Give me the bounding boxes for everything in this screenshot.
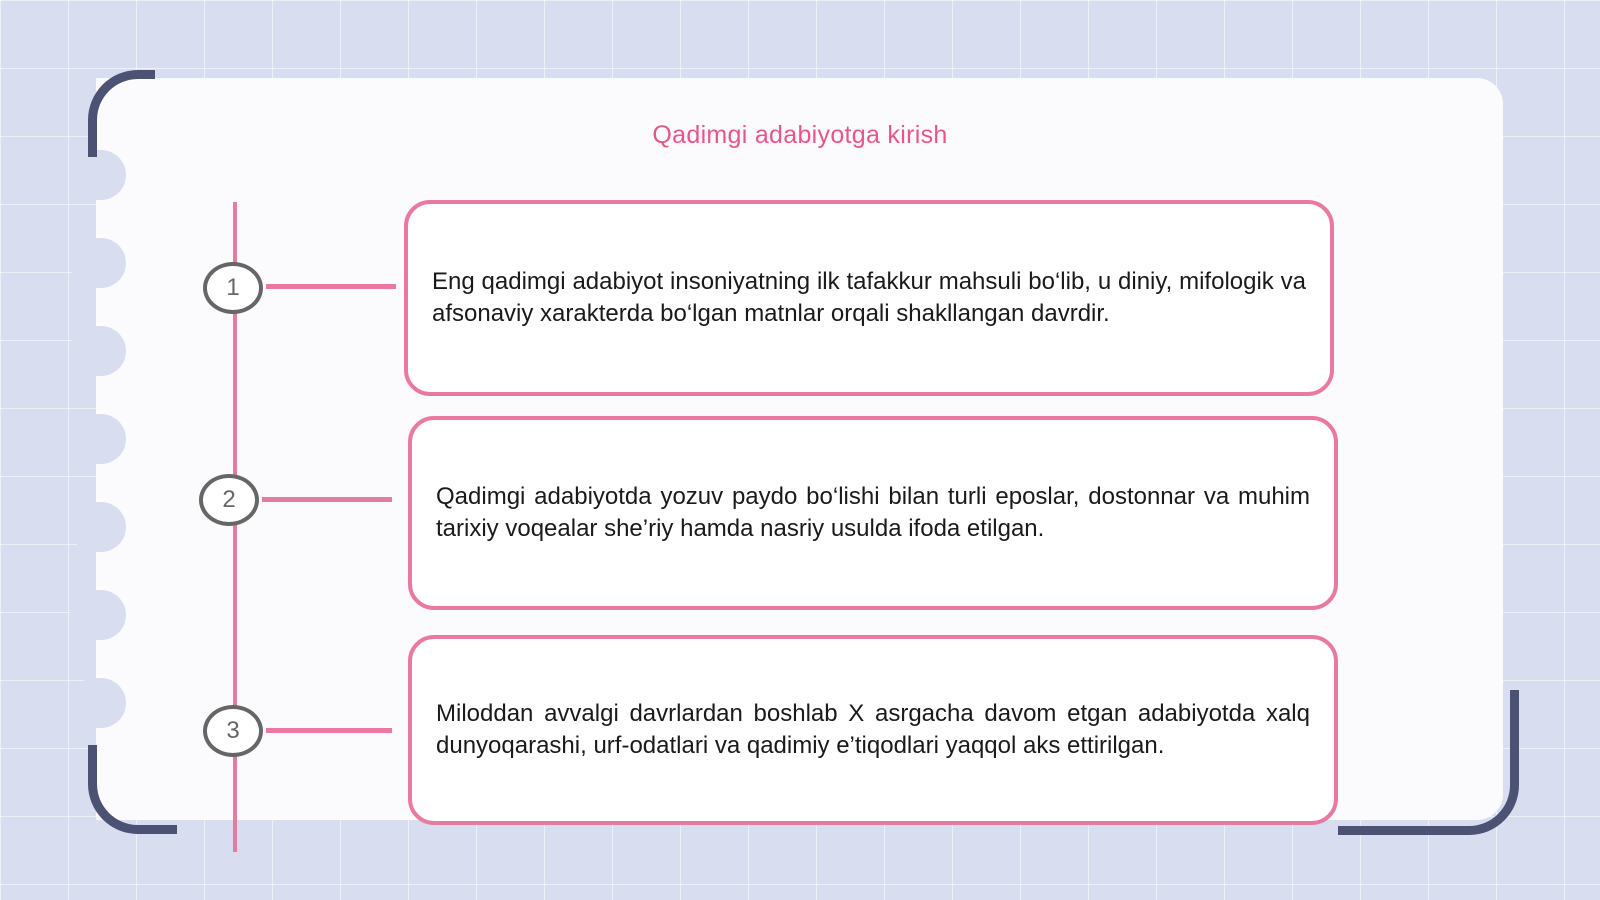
- timeline-number-2: 2: [199, 474, 259, 526]
- timeline-card-text: Qadimgi adabiyotda yozuv paydo bo‘lishi bilan turli eposlar, dostonnar va muhim tarixiy voqealar she’riy hamda nasriy usulda ifoda etilgan.: [436, 483, 1310, 542]
- binder-notch: [70, 150, 126, 200]
- binder-notch: [70, 678, 126, 728]
- binder-notch: [70, 326, 126, 376]
- binder-notch: [70, 238, 126, 288]
- frame-corner-bottom-right: [1338, 690, 1519, 835]
- binder-notch: [70, 590, 126, 640]
- timeline-card-text: Miloddan avvalgi davrlardan boshlab X asrgacha davom etgan adabiyotda xalq dunyoqarashi, urf-odatlari va qadimiy e’tiqodlari yaqqol aks ettirilgan.: [436, 700, 1310, 759]
- timeline-connector: [266, 284, 396, 289]
- slide-title: Qadimgi adabiyotga kirish: [652, 121, 948, 149]
- timeline-connector: [262, 497, 392, 502]
- timeline-connector: [266, 728, 392, 733]
- timeline-number-1: 1: [203, 262, 263, 314]
- timeline-number-3: 3: [203, 705, 263, 757]
- binder-notch: [70, 502, 126, 552]
- binder-notch: [70, 414, 126, 464]
- timeline-card-2: [408, 416, 1338, 610]
- timeline-card-text: Eng qadimgi adabiyot insoniyatning ilk tafakkur mahsuli bo‘lib, u diniy, mifologik va afsonaviy xarakterda bo‘lgan matnlar orqali shakllangan davrdir.: [432, 268, 1306, 327]
- frame-corner-bottom-left: [88, 745, 177, 834]
- timeline-card-1: [404, 200, 1334, 396]
- timeline-card-3: [408, 635, 1338, 825]
